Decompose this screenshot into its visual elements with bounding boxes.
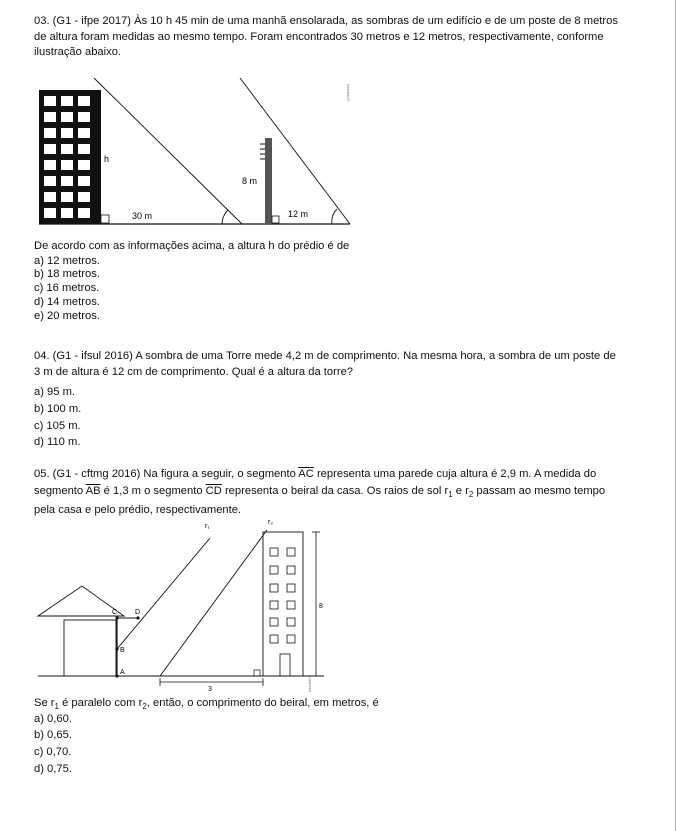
q03-question: De acordo com as informações acima, a altura h do prédio é de <box>34 240 350 252</box>
ray-r2 <box>160 530 267 676</box>
q05-line1: 05. (G1 - cftmg 2016) Na figura a seguir, o segmento $\overline{AC}$ representa uma parede cuja altura é 2,9 m. A medida do <box>34 468 597 480</box>
q04-option-a[interactable]: a) 95 m. <box>34 386 76 398</box>
q05-option-b[interactable]: b) 0,65. <box>34 729 72 741</box>
house-wall <box>64 620 116 676</box>
q05-option-d[interactable]: d) 0,75. <box>34 763 72 775</box>
q03-line2: de altura foram medidas ao mesmo tempo. Foram encontrados 30 metros e 12 metros, respectivamente, conforme <box>34 30 604 43</box>
label-3: 3 <box>208 686 212 693</box>
label-b: B <box>120 647 125 654</box>
q05-question: Se $r_1$ é paralelo com $r_2$, então, o comprimento do beiral, em metros, é <box>34 697 379 711</box>
q05-option-a[interactable]: a) 0,60. <box>34 713 72 725</box>
q04-option-b[interactable]: b) 100 m. <box>34 403 82 415</box>
q03-option-c[interactable]: c) 16 metros. <box>34 282 100 294</box>
label-r1: r₁ <box>205 523 210 530</box>
segment-ab: $\overline{AB}$ <box>85 485 101 497</box>
angle-arc-2 <box>332 209 337 224</box>
q05-statement <box>34 466 646 517</box>
q04-line2: 3 m de altura é 12 cm de comprimento. Qual é a altura da torre? <box>34 365 354 378</box>
ray-r1 <box>117 538 210 649</box>
label-c: C <box>112 609 118 616</box>
q04-line1: 04. (G1 - ifsul 2016) A sombra de uma Torre mede 4,2 m de comprimento. Na mesma hora, a sombra de um poste de <box>34 350 616 362</box>
q05-option-c[interactable]: c) 0,70. <box>34 746 72 758</box>
q03-line1: 03. (G1 - ifpe 2017) Às 10 h 45 min de uma manhã ensolarada, as sombras de um edifício e de um poste de 8 metros <box>34 15 618 27</box>
sun-ray-1 <box>94 78 242 224</box>
label-30m: 30 m <box>132 211 153 221</box>
q04-option-d[interactable]: d) 110 m. <box>34 436 81 448</box>
q05-figure <box>34 516 334 696</box>
q05-line2: segmento $\overline{AB}$ é 1,3 m o segmento $\overline{CD}$ representa o beiral da casa. Os raios de sol $r_1$ e $r_2$ passam ao mesmo tempo <box>34 485 606 499</box>
label-8: 8 <box>319 603 323 610</box>
q03-statement <box>34 14 646 61</box>
q03-figure <box>34 76 354 230</box>
pole-rungs <box>260 144 265 159</box>
sun-ray-2 <box>240 78 350 224</box>
segment-ac: $\overline{AC}$ <box>298 468 314 480</box>
q03-option-e[interactable]: e) 20 metros. <box>34 310 100 322</box>
pole <box>265 138 272 224</box>
q03-option-d[interactable]: d) 14 metros. <box>34 296 100 308</box>
q05-line3: pela casa e pelo prédio, respectivamente. <box>34 504 242 516</box>
label-d: D <box>135 609 141 616</box>
credit-1: Interbits® <box>346 84 351 102</box>
label-12m: 12 m <box>288 209 309 219</box>
right-angle-mark <box>101 215 109 223</box>
q04-option-c[interactable]: c) 105 m. <box>34 420 81 432</box>
segment-cd: $\overline{CD}$ <box>205 485 222 497</box>
q03-line3: ilustração abaixo. <box>34 46 122 58</box>
q03-option-b[interactable]: b) 18 metros. <box>34 268 100 280</box>
building <box>39 90 101 224</box>
q04-statement <box>34 349 646 380</box>
label-h: h <box>104 154 110 164</box>
label-8m: 8 m <box>242 176 258 186</box>
q03-option-a[interactable]: a) 12 metros. <box>34 255 100 267</box>
tall-building-windows <box>270 548 295 676</box>
label-a: A <box>120 669 125 676</box>
angle-arc-1 <box>222 210 228 224</box>
credit-2: Interbits® <box>307 674 312 692</box>
label-r2: r₂ <box>268 519 274 526</box>
tall-building <box>263 532 303 676</box>
pole-right-angle <box>272 216 279 223</box>
